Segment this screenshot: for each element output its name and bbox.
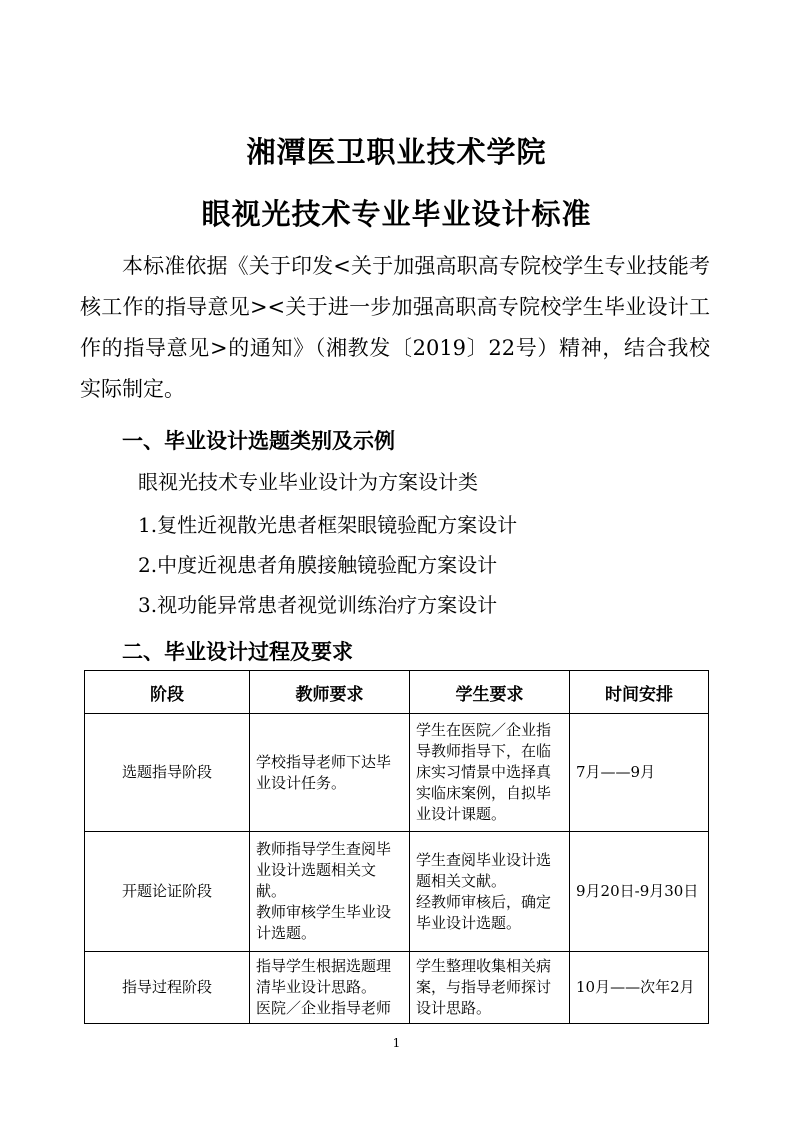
stage-cell: 开题论证阶段	[85, 832, 250, 952]
intro-paragraph: 本标准依据《关于印发<关于加强高职高专院校学生专业技能考核工作的指导意见><关于进一步加强高职高专院校学生毕业设计工作的指导意见>的通知》（湘教发〔2019〕22号）精神，结合我校实际制定。	[80, 254, 710, 401]
student-cell	[410, 832, 570, 952]
header-student-requirements: 学生要求	[410, 671, 570, 714]
topic-example-3: 3.视功能异常患者视觉训练治疗方案设计	[138, 593, 498, 617]
time-cell: 9月20日-9月30日	[570, 832, 709, 952]
header-teacher-requirements: 教师要求	[250, 671, 410, 714]
teacher-item: 指导学生根据选题理清毕业设计思路。	[256, 957, 392, 996]
section-heading-1: 一、毕业设计选题类别及示例	[122, 429, 395, 453]
student-cell: 学生在医院／企业指导教师指导下，在临床实习情景中选择真实临床案例，自拟毕业设计课题。	[410, 714, 570, 832]
topic-example-1: 1.复性近视散光患者框架眼镜验配方案设计	[138, 513, 518, 537]
section-heading-2: 二、毕业设计过程及要求	[122, 640, 353, 664]
header-stage: 阶段	[85, 671, 250, 714]
header-schedule: 时间安排	[570, 671, 709, 714]
table-row	[85, 832, 709, 952]
topic-category-line: 眼视光技术专业毕业设计为方案设计类	[138, 470, 478, 494]
document-subtitle: 眼视光技术专业毕业设计标准	[201, 197, 592, 231]
table-header-row	[85, 671, 709, 714]
teacher-item: 教师审核学生毕业设计选题。	[256, 903, 392, 942]
student-item: 学生查阅毕业设计选题相关文献。	[416, 850, 552, 890]
page-number: 1	[392, 1036, 401, 1050]
stage-cell: 选题指导阶段	[85, 714, 250, 832]
teacher-cell	[250, 952, 410, 1024]
table-row	[85, 952, 709, 1024]
process-table	[84, 670, 709, 1024]
table-row	[85, 714, 709, 832]
student-cell: 学生整理收集相关病案，与指导老师探讨设计思路。	[410, 952, 570, 1024]
stage-cell: 指导过程阶段	[85, 952, 250, 1024]
document-title: 湘潭医卫职业技术学院	[246, 135, 547, 169]
teacher-cell	[250, 832, 410, 952]
teacher-cell: 学校指导老师下达毕业设计任务。	[250, 714, 410, 832]
time-cell: 7月——9月	[570, 714, 709, 832]
teacher-item: 教师指导学生查阅毕业设计选题相关文献。	[256, 840, 392, 900]
time-cell: 10月——次年2月	[570, 952, 709, 1024]
teacher-item: 医院／企业指导老师	[256, 999, 392, 1017]
topic-example-2: 2.中度近视患者角膜接触镜验配方案设计	[138, 553, 498, 577]
student-item: 经教师审核后，确定毕业设计选题。	[416, 892, 552, 932]
